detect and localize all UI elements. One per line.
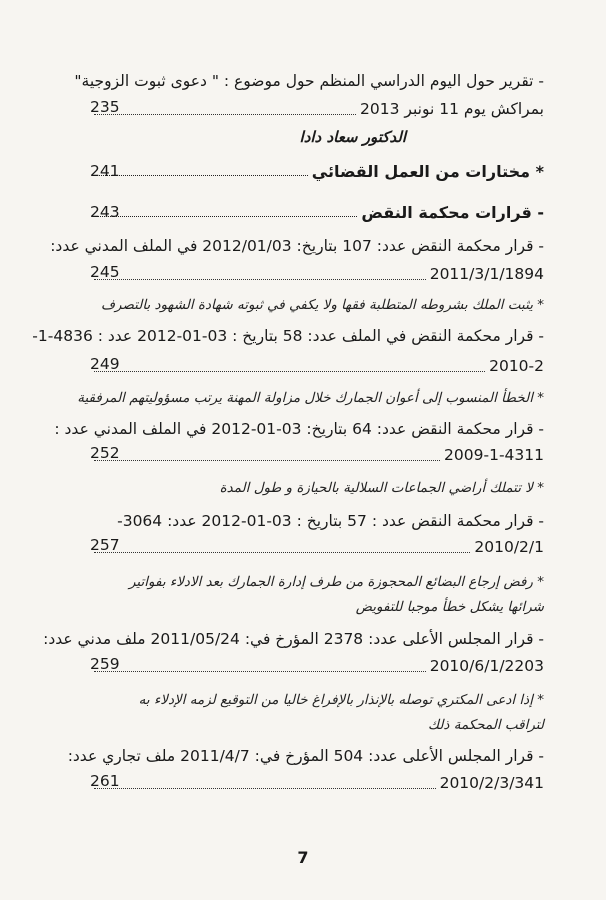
dot-leader [94,670,426,672]
toc-entry-line2 [90,98,544,120]
dot-leader [94,113,356,115]
toc-entry-line2 [90,263,544,285]
dot-leader [94,459,440,461]
toc-entry-line2 [90,536,544,558]
subsection-heading-text: - قرارات محكمة النقض [361,203,544,222]
dot-leader [94,278,426,280]
subsection-heading [90,203,544,222]
case-summary-note: * رفض إرجاع البضائع المحجوزة من طرف إدارة الجمارك بعد الادلاء بفواتير [128,574,544,590]
toc-entry-ref: 2010/2/1 [474,538,544,556]
toc-page-number: 259 [90,655,120,673]
toc-entry-line1: - قرار المجلس الأعلى عدد: 2378 المؤرخ في: 2011/05/24 ملف مدني عدد: [43,630,544,648]
toc-entry-ref: 2011/3/1/1894 [429,265,544,283]
case-summary-note: * إذا ادعى المكتري توصله بالإنذار بالإفراغ خاليا من التوقيع لزمه الإدلاء به [138,692,544,708]
toc-entry-line1: - قرار المجلس الأعلى عدد: 504 المؤرخ في: 2011/4/7 ملف تجاري عدد: [67,747,544,765]
toc-entry-ref: 2010-2 [489,357,544,375]
toc-entry-ref: 2009-1-4311 [444,446,544,464]
toc-page-number: 252 [90,444,120,462]
dot-leader [94,215,357,217]
section-heading [90,162,544,181]
dot-leader [94,551,470,553]
toc-page-number: 257 [90,536,120,554]
dot-leader [94,174,308,176]
toc-entry-line1: - قرار محكمة النقض في الملف عدد: 58 بتاريخ : 03-01-2012 عدد : 4836-1- [32,327,544,345]
toc-entry-ref: 2010/6/1/2203 [429,657,544,675]
toc-entry-line2 [90,355,544,377]
toc-page-number: 245 [90,263,120,281]
dot-leader [94,787,436,789]
toc-entry-line1: - قرار محكمة النقض عدد: 107 بتاريخ: 2012/01/03 في الملف المدني عدد: [50,237,544,255]
toc-entry-line2 [90,772,544,794]
case-summary-note-cont: لتراقب المحكمة ذلك [427,717,544,733]
author-name: الدكتور سعاد دادا [299,128,406,146]
toc-page-number: 243 [90,203,120,221]
toc-page-number: 261 [90,772,120,790]
case-summary-note: * الخطأ المنسوب إلى أعوان الجمارك خلال مزاولة المهنة يرتب مسؤوليتهم المرفقية [77,390,544,406]
toc-page-number: 249 [90,355,120,373]
dot-leader [94,370,485,372]
page-footer-number: 7 [297,848,309,867]
toc-entry-line1: - قرار محكمة النقض عدد: 64 بتاريخ: 03-01-2012 في الملف المدني عدد : [54,420,544,438]
toc-entry-line2 [90,444,544,466]
toc-page-number: 235 [90,98,120,116]
case-summary-note-cont: شرائها يشكل خطأ موجبا للتفويض [355,599,544,615]
toc-entry-line1: - قرار محكمة النقض عدد : 57 بتاريخ : 03-01-2012 عدد: 3064- [117,512,544,530]
toc-page-number: 241 [90,162,120,180]
toc-entry-ref: 2010/2/3/341 [439,774,544,792]
case-summary-note: * يثبت الملك بشروطه المتطلبة فقها ولا يكفي في ثبوته شهادة الشهود بالتصرف [101,297,544,313]
toc-entry-line1: - تقرير حول اليوم الدراسي المنظم حول موضوع : " دعوى ثبوت الزوجية" [74,72,544,90]
toc-entry-ref: بمراكش يوم 11 نونبر 2013 [360,100,544,118]
toc-entry-line2 [90,655,544,677]
section-heading-text: * مختارات من العمل القضائي [311,162,544,181]
case-summary-note: * لا تتملك أراضي الجماعات السلالية بالحيازة و طول المدة [219,480,544,496]
